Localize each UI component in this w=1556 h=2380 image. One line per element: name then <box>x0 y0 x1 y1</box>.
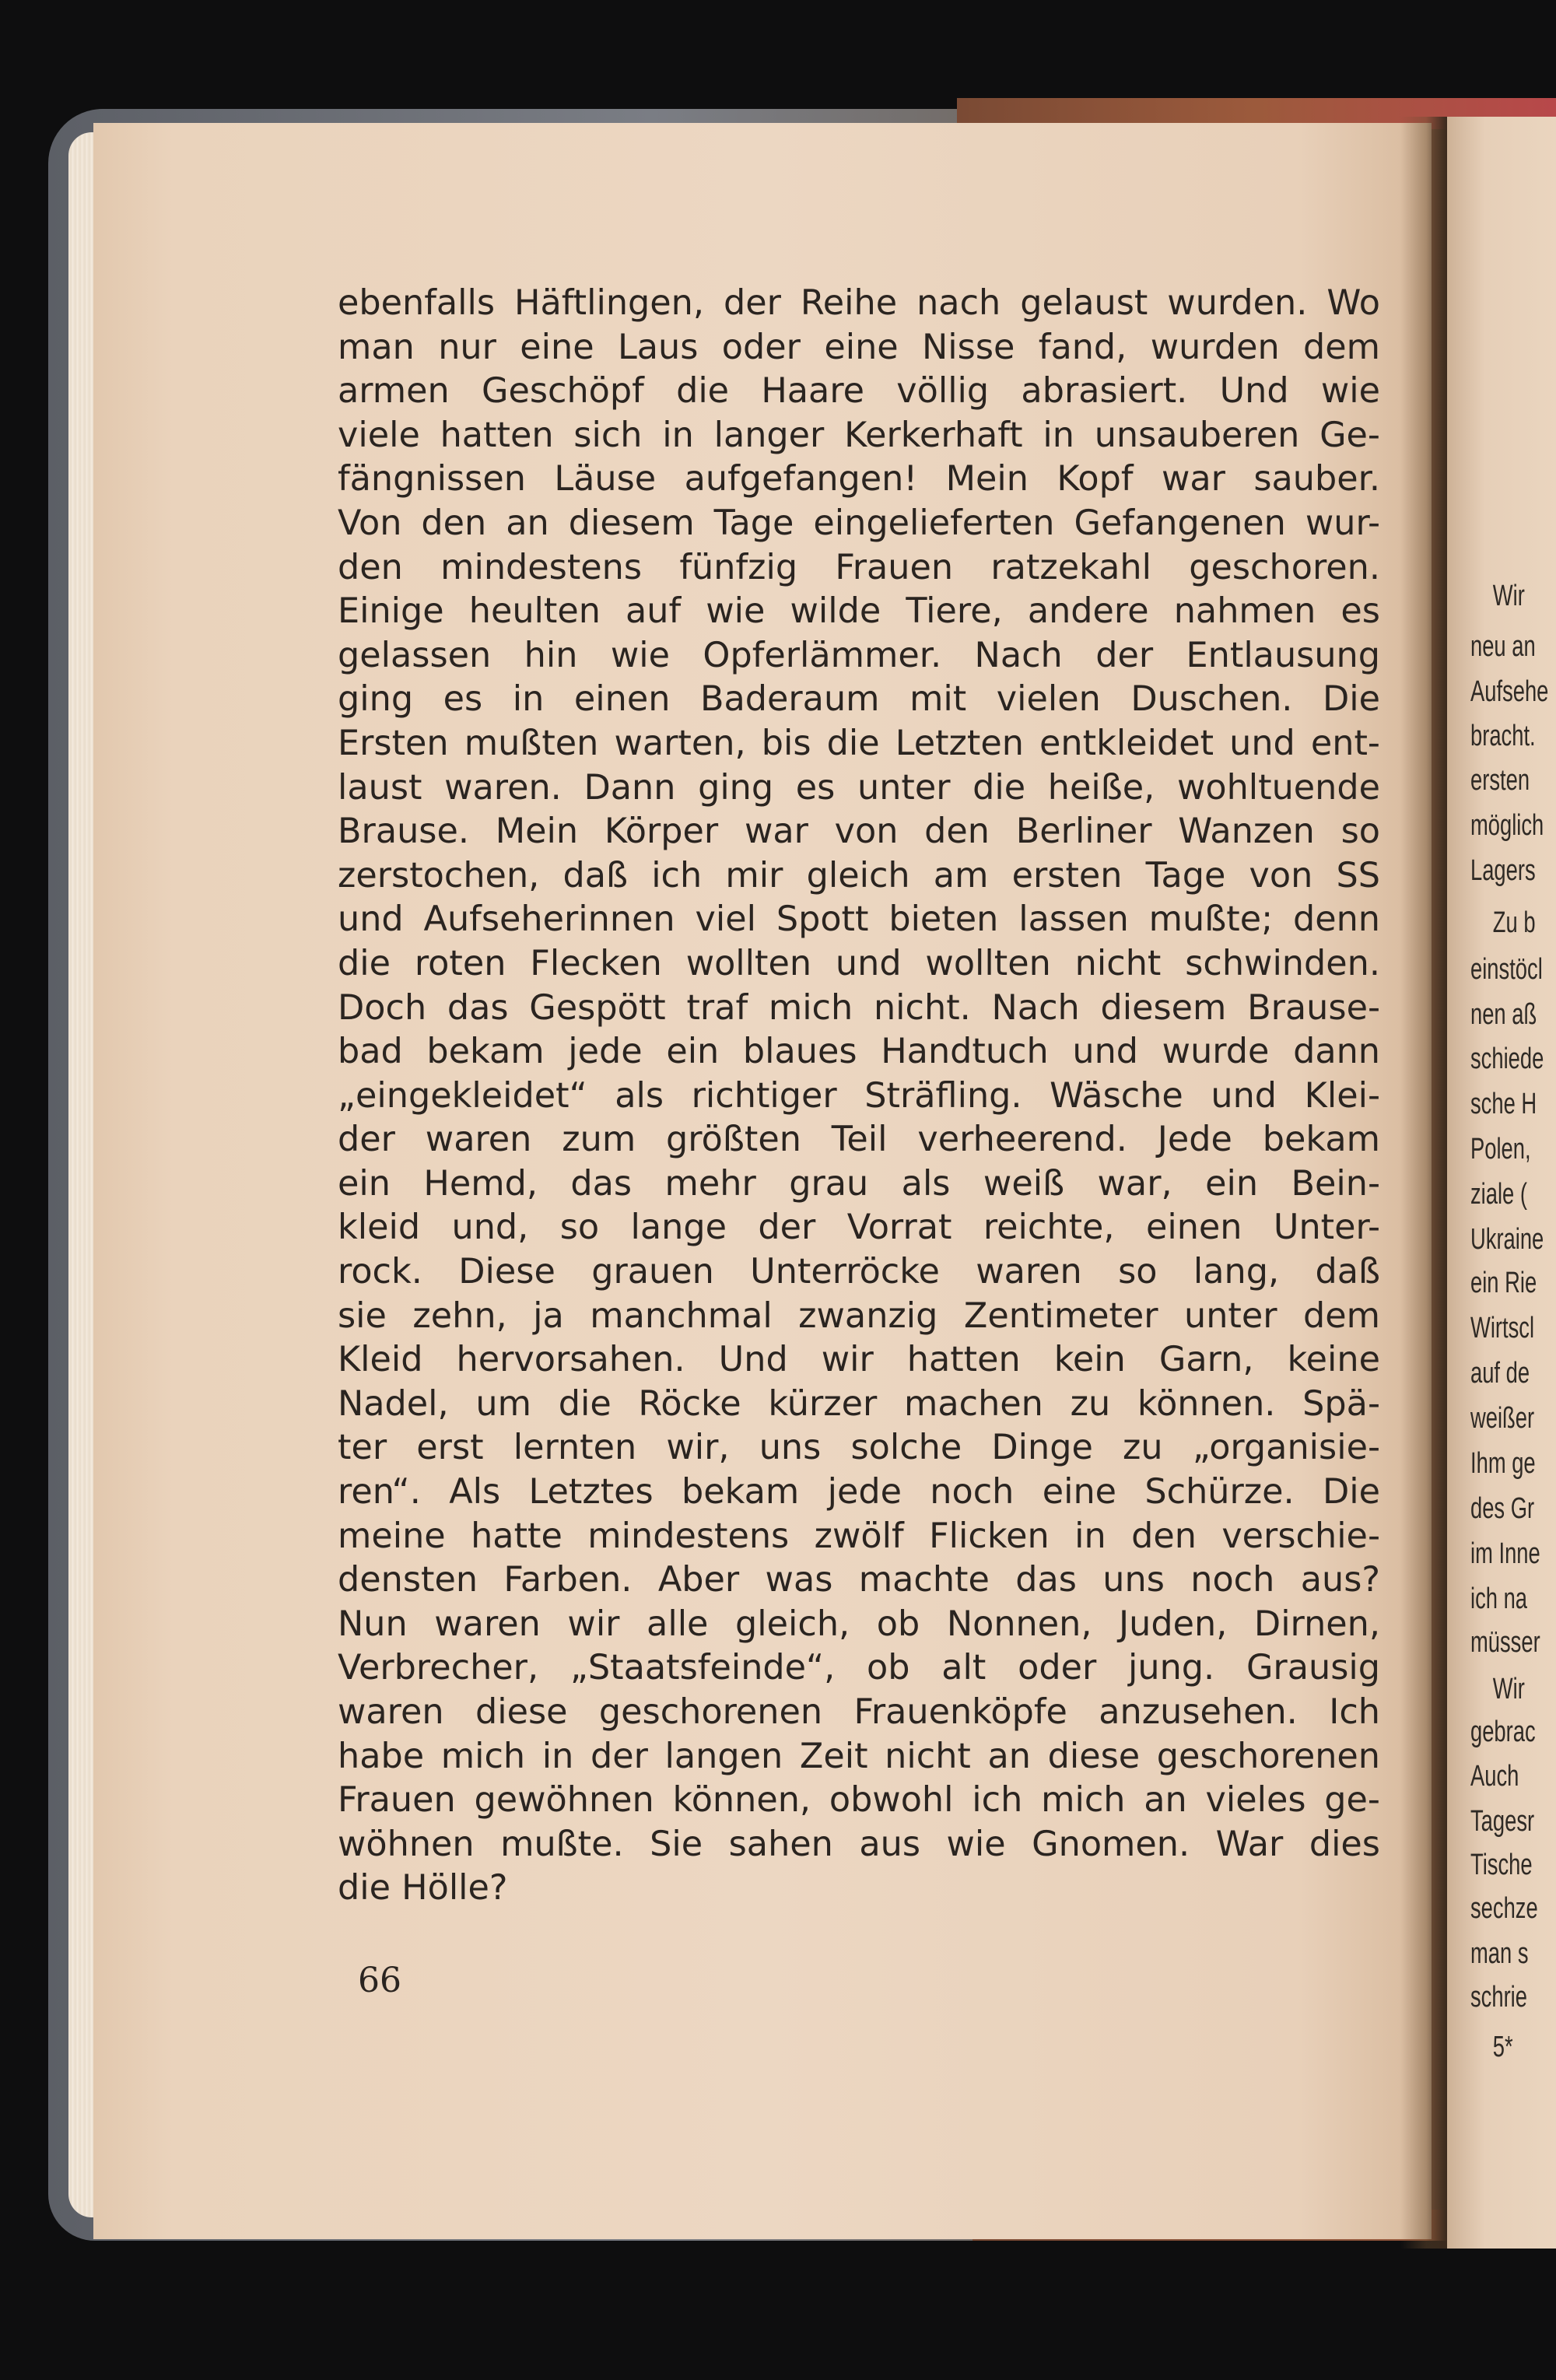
text-line: wöhnen mußte. Sie sahen aus wie Gnomen. War dies <box>338 1824 1380 1864</box>
text-line: die roten Flecken wollten und wollten nicht schwinden. <box>338 943 1380 983</box>
text-line: den mindestens fünfzig Frauen ratzekahl geschoren. <box>338 547 1380 587</box>
text-line: viele hatten sich in langer Kerkerhaft in unsauberen Ge- <box>338 415 1380 455</box>
right-page-line: ein Rie <box>1470 1267 1537 1299</box>
page-body-text <box>338 282 1380 1911</box>
text-line: rock. Diese grauen Unterröcke waren so lang, daß <box>338 1252 1380 1292</box>
right-page-line: man s <box>1470 1937 1529 1970</box>
right-page-line: Wir <box>1492 580 1525 612</box>
text-line: fängnissen Läuse aufgefangen! Mein Kopf war sauber. <box>338 459 1380 499</box>
text-line: Frauen gewöhnen können, obwohl ich mich an vieles ge- <box>338 1780 1380 1821</box>
text-line: zerstochen, daß ich mir gleich am ersten Tage von SS <box>338 855 1380 896</box>
right-page-line: Auch <box>1470 1760 1519 1793</box>
text-line: Ersten mußten warten, bis die Letzten entkleidet und ent- <box>338 723 1380 763</box>
text-line: meine hatte mindestens zwölf Flicken in den verschie- <box>338 1516 1380 1556</box>
text-line: ging es in einen Baderaum mit vielen Duschen. Die <box>338 679 1380 720</box>
right-page-line: des Gr <box>1470 1492 1535 1525</box>
right-page-line: Polen, <box>1470 1133 1531 1165</box>
page-number: 66 <box>358 1961 401 2000</box>
text-line: Nun waren wir alle gleich, ob Nonnen, Juden, Dirnen, <box>338 1604 1380 1644</box>
right-page-line: schrie <box>1470 1981 1527 2014</box>
right-page-line: ersten <box>1470 764 1530 797</box>
text-line: densten Farben. Aber was machte das uns noch aus? <box>338 1560 1380 1600</box>
text-line: armen Geschöpf die Haare völlig abrasiert. Und wie <box>338 371 1380 412</box>
text-line: ren“. Als Letztes bekam jede noch eine Schürze. Die <box>338 1472 1380 1512</box>
text-line: Von den an diesem Tage eingelieferten Gefangenen wur- <box>338 503 1380 543</box>
book-gutter <box>1400 117 1447 2249</box>
right-page-line: ich na <box>1470 1583 1528 1615</box>
text-line: sie zehn, ja manchmal zwanzig Zentimeter unter dem <box>338 1295 1380 1336</box>
text-line: die Hölle? <box>338 1868 508 1909</box>
right-page-line: nen aß <box>1470 998 1537 1031</box>
right-page-line: auf de <box>1470 1357 1530 1390</box>
right-page-line: Zu b <box>1492 906 1536 939</box>
text-line: habe mich in der langen Zeit nicht an diese geschorenen <box>338 1736 1380 1776</box>
text-line: und Aufseherinnen viel Spott bieten lassen mußte; denn <box>338 899 1380 940</box>
right-page-line: schiede <box>1470 1043 1544 1075</box>
right-page-line: Wirtscl <box>1470 1312 1535 1344</box>
right-page-line: weißer <box>1470 1402 1535 1435</box>
right-page-line: gebrac <box>1470 1716 1536 1748</box>
right-page-line: bracht. <box>1470 720 1536 752</box>
text-line: Verbrecher, „Staatsfeinde“, ob alt oder jung. Grausig <box>338 1648 1380 1688</box>
text-line: ein Hemd, das mehr grau als weiß war, ein Bein- <box>338 1163 1380 1204</box>
text-line: bad bekam jede ein blaues Handtuch und wurde dann <box>338 1032 1380 1072</box>
right-page-line: Ukraine <box>1470 1223 1544 1256</box>
right-page-line: Tische <box>1470 1849 1533 1881</box>
right-page-line: sche H <box>1470 1088 1537 1120</box>
text-line: der waren zum größten Teil verheerend. Jede bekam <box>338 1120 1380 1160</box>
right-page-line: ziale ( <box>1470 1178 1527 1211</box>
text-line: Nadel, um die Röcke kürzer machen zu können. Spä- <box>338 1383 1380 1424</box>
right-page-line: Ihm ge <box>1470 1447 1536 1480</box>
right-page-line: Tagesr <box>1470 1805 1535 1838</box>
text-line: ter erst lernten wir, uns solche Dinge zu „organisie- <box>338 1428 1380 1468</box>
text-line: ebenfalls Häftlingen, der Reihe nach gelaust wurden. Wo <box>338 283 1380 323</box>
text-line: Doch das Gespött traf mich nicht. Nach diesem Brause- <box>338 987 1380 1028</box>
right-page-line: einstöcl <box>1470 953 1543 986</box>
text-line: Einige heulten auf wie wilde Tiere, andere nahmen es <box>338 591 1380 632</box>
text-line: gelassen hin wie Opferlämmer. Nach der Entlausung <box>338 635 1380 675</box>
text-line: waren diese geschorenen Frauenköpfe anzusehen. Ich <box>338 1692 1380 1732</box>
right-page <box>1447 117 1556 2249</box>
text-line: Kleid hervorsahen. Und wir hatten kein Garn, keine <box>338 1340 1380 1380</box>
right-page-line: müsser <box>1470 1626 1540 1659</box>
right-page-line: möglich <box>1470 809 1544 842</box>
text-line: man nur eine Laus oder eine Nisse fand, wurden dem <box>338 327 1380 367</box>
right-page-line: Aufsehe <box>1470 675 1549 708</box>
text-line: Brause. Mein Körper war von den Berliner Wanzen so <box>338 811 1380 852</box>
right-page-line: neu an <box>1470 630 1536 663</box>
right-page-line: im Inne <box>1470 1537 1540 1570</box>
text-line: „eingekleidet“ als richtiger Sträfling. Wäsche und Klei- <box>338 1075 1380 1116</box>
text-line: laust waren. Dann ging es unter die heiße, wohltuende <box>338 767 1380 808</box>
right-page-line: sechze <box>1470 1892 1538 1925</box>
right-page-line: Wir <box>1492 1673 1525 1705</box>
text-line: kleid und, so lange der Vorrat reichte, einen Unter- <box>338 1208 1380 1248</box>
right-page-line: Lagers <box>1470 854 1536 887</box>
right-page-line: 5* <box>1492 2031 1513 2063</box>
